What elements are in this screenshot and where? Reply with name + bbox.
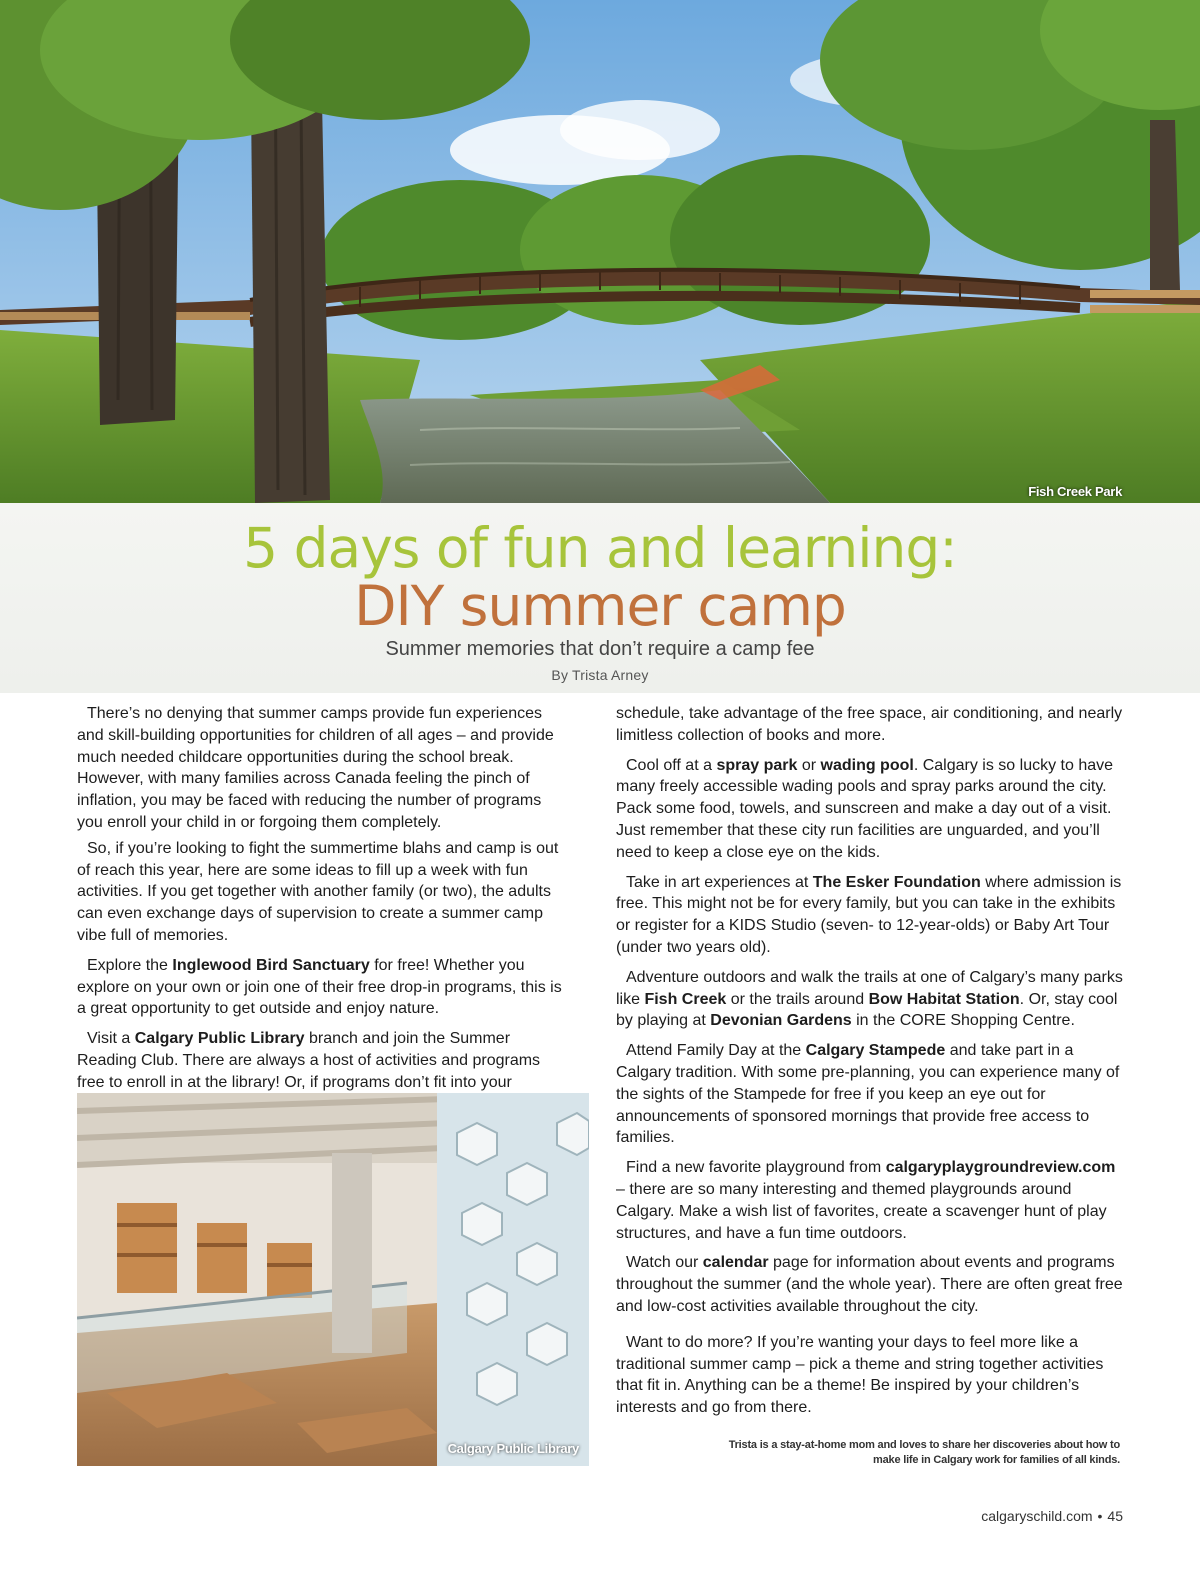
- wading-pool-link: wading pool: [820, 756, 914, 774]
- hero-photo-caption: Fish Creek Park: [1028, 484, 1122, 499]
- byline: By Trista Arney: [551, 667, 649, 683]
- paragraph-esker-foundation: Take in art experiences at The Esker Foundation where admission is free. This might not be for every family, but you can take in the exhibits or register for a KIDS Studio (seven- to 12-year-olds) or Baby Art Tour (under two years old).: [616, 873, 1122, 956]
- bird-sanctuary-link: Inglewood Bird Sanctuary: [172, 956, 370, 974]
- paragraph-library-continued: schedule, take advantage of the free space, air conditioning, and nearly limitless collection of books and more.: [616, 705, 1123, 744]
- paragraph-calendar: Watch our calendar page for information about events and programs throughout the summer (and the whole year). There are often great free and low-cost activities available throughout the city.: [616, 1254, 1123, 1315]
- calendar-link: calendar: [702, 1254, 769, 1272]
- paragraph-outdoors: Adventure outdoors and walk the trails at one of Calgary’s many parks like Fish Creek or the trails around Bow Habitat Station. Or, stay cool by playing at Devonian Gardens in the CORE Shopping Centre.: [616, 968, 1123, 1030]
- page-footer: [981, 1508, 1123, 1524]
- paragraph-bird-sanctuary: Explore the Inglewood Bird Sanctuary for free! Whether you explore on your own or join one of their free drop-in programs, this is a great opportunity to get outside and enjoy nature.: [77, 956, 562, 1018]
- subheadline: Summer memories that don’t require a camp fee: [385, 638, 815, 660]
- playground-review-link: calgaryplaygroundreview.com: [885, 1159, 1116, 1177]
- paragraph-spray-park: Cool off at a spray park or wading pool. Calgary is so lucky to have many freely accessible wading pools and spray parks around the city. Pack some food, towels, and sunscreen and make a day out of a visit. Just remember that these city run facilities are unguarded, and you’ll need to keep a close eye on the kids.: [616, 756, 1114, 861]
- stampede-link: Calgary Stampede: [805, 1042, 946, 1060]
- esker-foundation-link: The Esker Foundation: [812, 873, 981, 891]
- paragraph-library: Visit a Calgary Public Library branch and join the Summer Reading Club. There are always a host of activities and programs free to enroll in at the library! Or, if programs don’t fit into your: [77, 1030, 541, 1091]
- fish-creek-link: Fish Creek: [644, 990, 727, 1008]
- author-bio-line-2: make life in Calgary work for families of all kinds.: [873, 1454, 1120, 1466]
- headline-line-1: 5 days of fun and learning:: [243, 516, 957, 580]
- hero-photo: [0, 0, 1200, 503]
- headline-line-2: DIY summer camp: [354, 574, 846, 638]
- footer-site: calgaryschild.com: [981, 1508, 1093, 1524]
- paragraph-ideas: So, if you’re looking to fight the summertime blahs and camp is out of reach this year, here are some ideas to fill up a week with fun activities. If you get together with another family (or two), the adults can even exchange days of supervision to create a summer camp vibe full of memories.: [77, 839, 559, 944]
- author-bio: [700, 1438, 1120, 1468]
- fish-creek-illustration: [0, 0, 1200, 503]
- article-column-right: [616, 703, 1126, 1423]
- article-column-left: [77, 703, 569, 1098]
- page-number: 45: [1107, 1508, 1123, 1524]
- spray-park-link: spray park: [716, 756, 798, 774]
- library-photo-caption: Calgary Public Library: [447, 1441, 579, 1456]
- paragraph-stampede: Attend Family Day at the Calgary Stampede and take part in a Calgary tradition. With some pre-planning, you can experience many of the sights of the Stampede for free if you keep an eye out for announcements of sponsored mornings that provide free access to families.: [616, 1042, 1120, 1147]
- library-photo: [77, 1093, 589, 1466]
- paragraph-intro: There’s no denying that summer camps provide fun experiences and skill-building opportunities for children of all ages – and provide much needed childcare opportunities during the school break. However, with many families across Canada feeling the pinch of inflation, you may be faced with reducing the number of programs you enroll your child in or forgoing them completely.: [77, 705, 554, 831]
- author-bio-line-1: Trista is a stay-at-home mom and loves to share her discoveries about how to: [728, 1439, 1120, 1451]
- title-band: [0, 503, 1200, 693]
- devonian-gardens-link: Devonian Gardens: [710, 1012, 852, 1030]
- bow-habitat-link: Bow Habitat Station: [868, 990, 1020, 1008]
- library-link: Calgary Public Library: [134, 1030, 305, 1048]
- library-interior-illustration: [77, 1093, 589, 1466]
- paragraph-more: Want to do more? If you’re wanting your days to feel more like a traditional summer camp – pick a theme and string together activities that fit in. Anything can be a theme! Be inspired by your children’s interests and go from there.: [616, 1333, 1104, 1417]
- paragraph-playground: Find a new favorite playground from calgaryplaygroundreview.com – there are so many interesting and themed playgrounds around Calgary. Make a wish list of favorites, create a scavenger hunt of play structures, and have a fun time outdoors.: [616, 1159, 1116, 1242]
- footer-separator: •: [1097, 1508, 1103, 1524]
